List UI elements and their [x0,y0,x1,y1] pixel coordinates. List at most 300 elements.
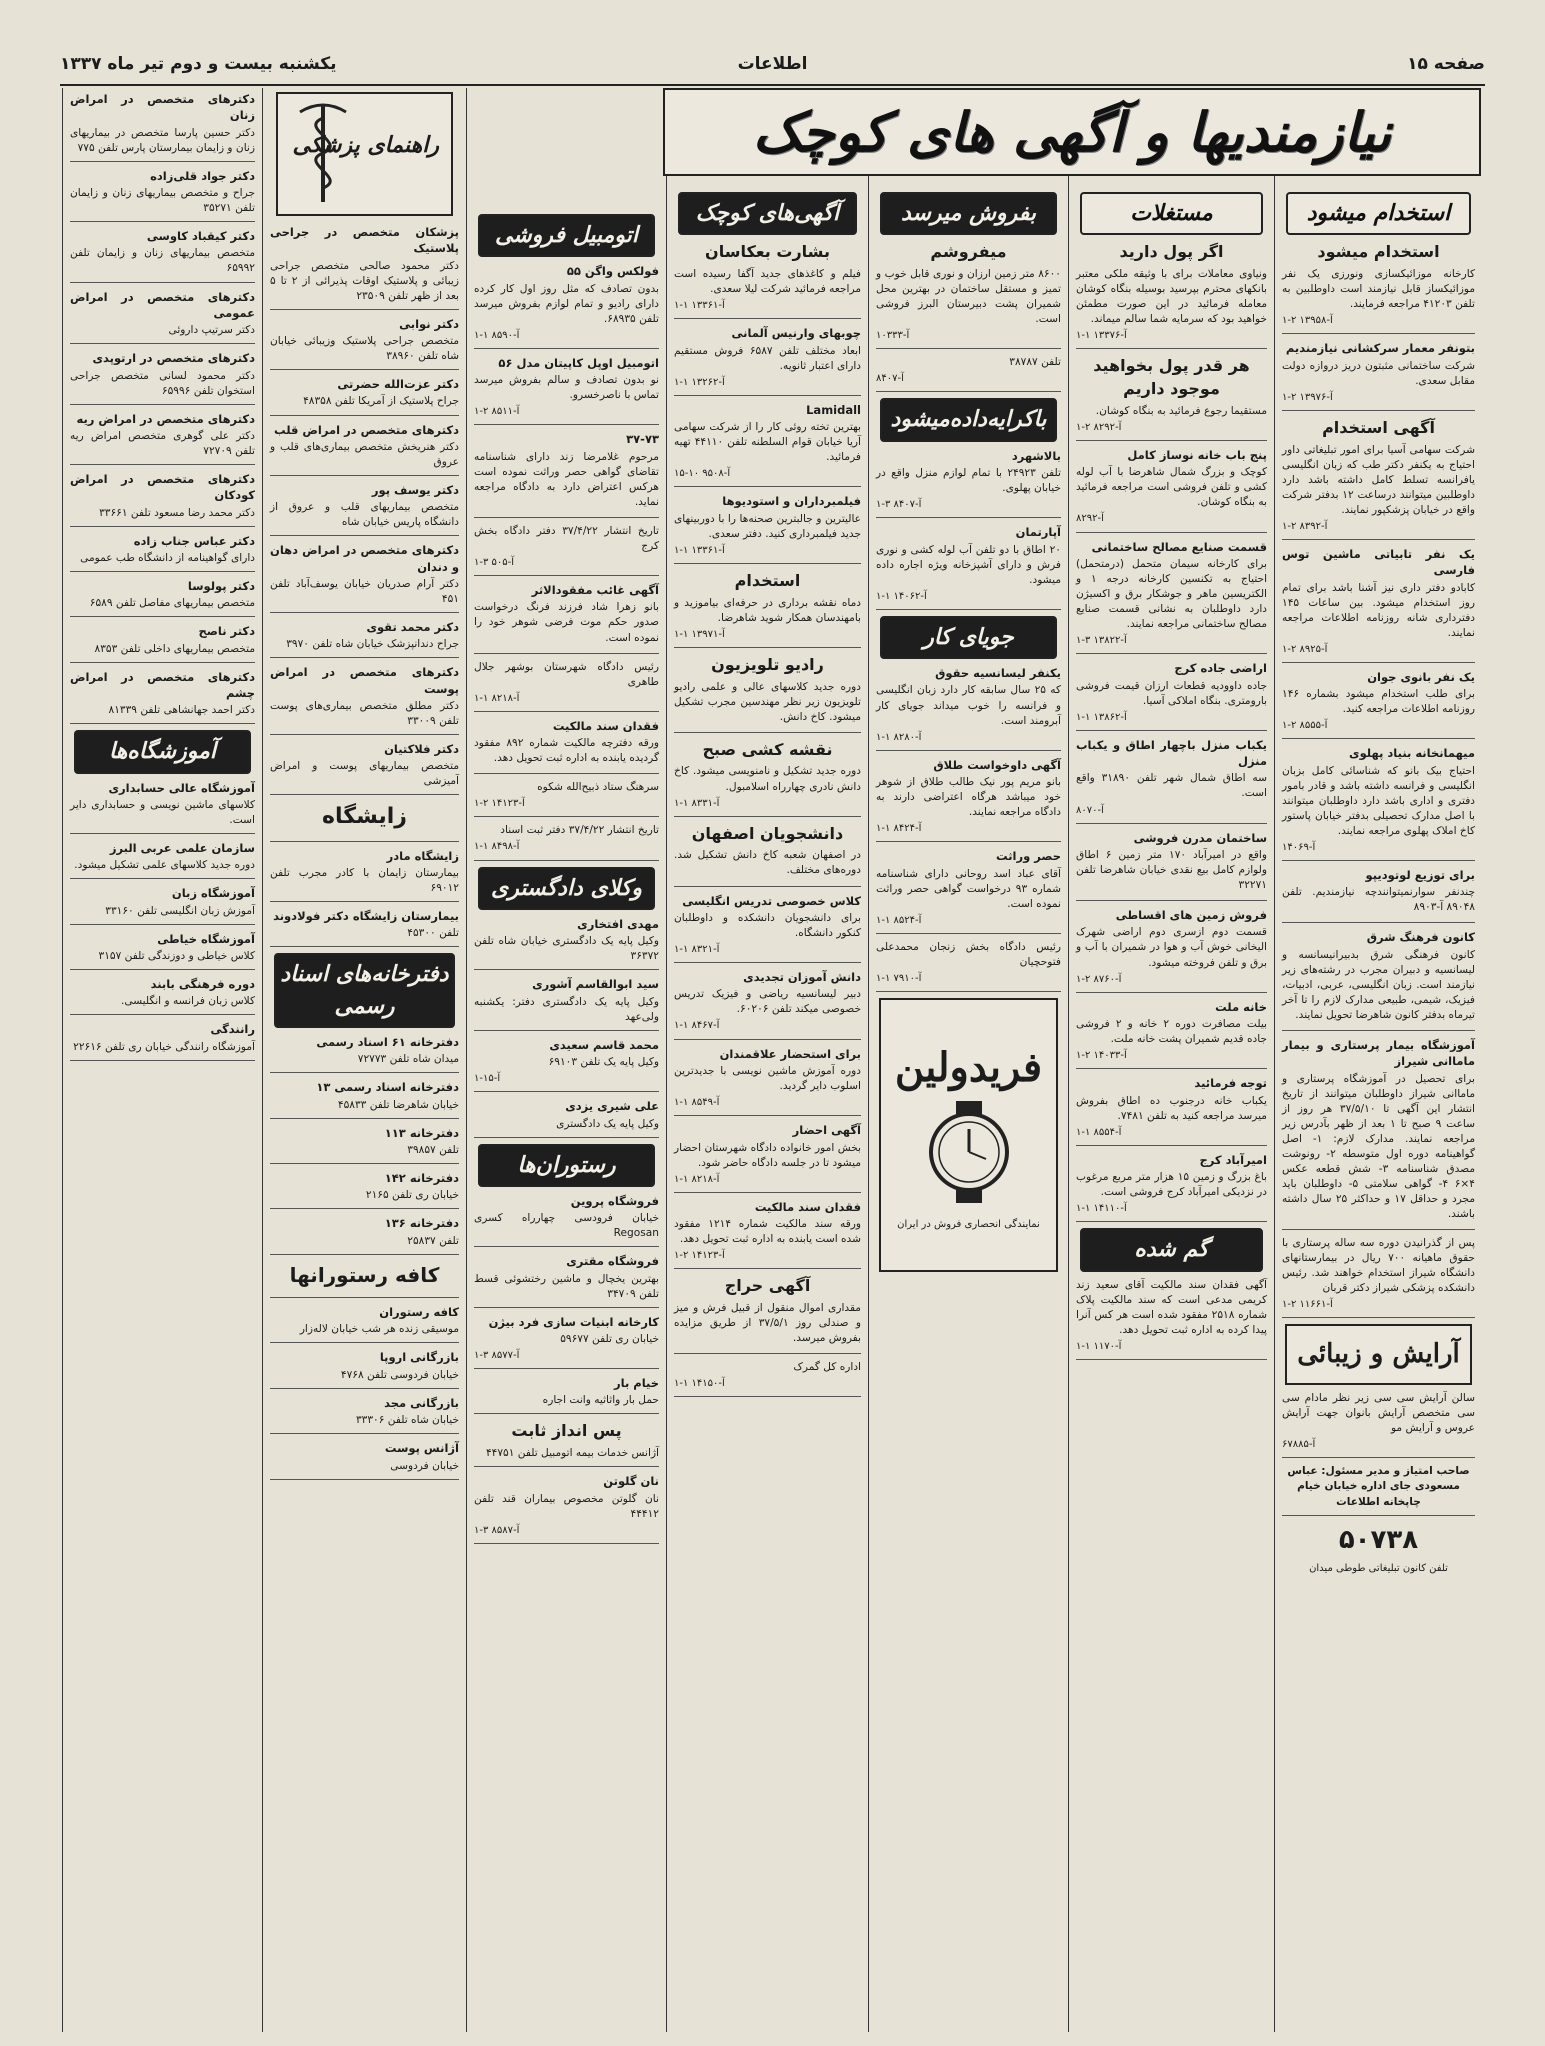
section-badge: رستوران‌ها [478,1144,655,1187]
ad-title: فروشگاه پروین [570,1193,659,1208]
ad-body: نو بدون تصادف و سالم بفروش میرسد تماس با ناصرخسرو. [474,374,659,402]
ad-ref: آ-۸۰۷۰ [1076,804,1104,816]
ad-body: آقای عباد اسد روحانی دارای شناسنامه شماره ۹۳ درخواست گواهی حصر وراثت نموده است. [876,867,1061,910]
ad-body: خیابان فردوسی تلفن ۴۷۶۸ [340,1368,459,1381]
ad-body: تلفن ۲۴۹۲۳ با تمام لوازم منزل واقع در خیابان پهلوی. [876,467,1061,495]
column-2 [1068,88,1274,2032]
ad-ref: آ-۹۵۰۸ ۱۰-۱۵ [674,468,731,480]
ad-item [674,893,861,964]
ad-body: رئیس دادگاه بخش زنجان محمدعلی فتوحچیان [876,940,1061,968]
columns [62,88,1482,2032]
ad-item [1282,546,1475,663]
ad-title: سازمان علمی عربی البرز [109,841,255,856]
ad-title: کارخانه ابنیات سازی فرد بیژن [488,1314,659,1329]
ad-title: چوبهای وارنیس آلمانی [731,326,861,341]
ad-title: آگهی غائب مفقودالاثر [531,583,659,598]
ad-body: دکتر محمود لسانی متخصص جراحی استخوان تلفن ۶۵۹۹۶ [70,369,255,397]
ad-title: ساختمان مدرن فروشی [1133,830,1267,845]
ad-title: بتونفر معمار سرکشانی نیازمندیم [1285,341,1475,356]
ad-body: متخصص جراحی پلاستیک وزیبائی خیابان شاه تلفن ۳۸۹۶۰ [270,335,459,363]
ad-item [270,316,459,370]
ad-ref: آ-۱۳۹۷۶ ۲-۱ [1282,391,1333,403]
ad-item [270,619,459,658]
ad-body: کابادو دفتر داری نیز آشنا باشد برای تمام روز استخدام میشود. بین ساعات ۱۴۵ دفترداری شانه روزنامه اطلاعات مراجعه نمایند. [1282,581,1475,639]
ad-item [1282,340,1475,411]
beauty-title: آرایش و زیبائی [1297,1339,1460,1370]
ad-body: دارای گواهینامه از دانشگاه طب عمومی [80,551,255,564]
ad-body: میدان شاه تلفن ۷۲۷۷۳ [357,1053,459,1066]
ad-body: ۲۰ اطاق با دو تلفن آب لوله کشی و نوری فرش و دارای آشپزخانه ویژه اجاره داده میشود. [876,543,1061,586]
publisher-note: تلفن کانون تبلیغاتی طوطی میدان [1309,1563,1448,1575]
ad-ref: آ-۱۴۱۱۰ ۱-۱ [1076,1203,1127,1215]
ad-body: نان گلوتن مخصوص بیماران قند تلفن ۴۴۴۱۲ [474,1492,659,1520]
ad-item [674,1275,861,1354]
ad-title: کلاس خصوصی تدریس انگلیسی [682,893,861,908]
ad-item [474,1473,659,1544]
ad-ref: آ-۸۲۹۲ [1076,513,1104,525]
ad-item [876,448,1061,519]
ad-body: سالن آرایش سی سی زیر نظر مادام سی سی متخصص آرایش بانوان جهت آرایش عروس و آرایش مو [1282,1392,1475,1435]
ad-body: حمل بار واثاثیه وانت اجاره [542,1394,659,1407]
ad-item [270,376,459,415]
ad-item [70,578,255,617]
ad-title: نقشه کشی صبح [702,739,833,759]
ad-title: دوره فرهنگی بابند [150,977,255,992]
ad-item [70,1021,255,1060]
ad-body: برای تحصیل در آموزشگاه پرستاری و ماماانی شیراز داوطلبان میتوانند از تاریخ انتشار این آگهی تا ۳۷/۵/۱۰ هر روز از ساعت ۹ صبح تا ۱ بعد از ظهر بآدرس زیر مراجعه نمایند. مدارک لازم: ۱- اصل گواهینامه دوره اول متوسطه ۲- رونوشت مصدق شناسنامه ۳- شش قطعه عکس ۴×۶ ۴- گواهی سلامتی ۵- داوطلبان باید مجرد و حداقل ۱۷ و حداکثر ۲۵ سال داشته باشند. [1282,1072,1476,1220]
ad-item [474,355,659,426]
column-6 [262,88,466,2032]
ad-title: آژانس پوست [384,1441,459,1456]
ad-body: بدون تصادف که مثل روز اول کار کرده دارای رادیو و تمام لوازم بفروش میرسد تلفن ۶۸۹۳۵. [474,282,659,325]
ad-body: تلفن ۳۸۷۸۷ [1009,356,1061,369]
ad-title: آموزشگاه خیاطی [157,931,255,946]
ad-title: آموزشگاه عالی حسابداری [108,780,255,795]
ad-title: دکتر کیقباد کاوسی [146,229,255,244]
ad-body: ونیاوی معاملات برای با وثیقه ملکی معتبر بانکهای محترم بپرسید بوسیله بنگاه کوشان معامله فرمائید در این صورت مطمئن خواهید بود که سرمایه شما سالم میماند. [1076,267,1267,326]
ad-ref: آ-۱۴۱۵۰ ۱-۱ [674,1378,725,1390]
watch-icon [894,1097,1044,1207]
ad-ref: آ-۸۵۴۹ ۱-۱ [674,1097,720,1109]
ad-title: دکتر نوابی [399,316,459,331]
issue-date: یکشنبه بیست و دوم تیر ماه ۱۳۳۷ [60,54,337,74]
ad-body: متخصص بیماریهای قلب و عروق از دانشگاه پاریس خیابان شاه [270,501,459,529]
ad-item [1076,1278,1267,1360]
ad-body: آگهی فقدان سند مالکیت آقای سعید زند کریمی مدعی است که سند مالکیت پلاک شماره ۲۵۱۸ مفقود شده است هر کس آنرا پیدا کرده به اداره ثبت تحویل دهد. [1076,1278,1267,1336]
ad-item [674,325,861,396]
ad-item [270,741,459,795]
ad-title: یکباب منزل باچهار اطاق و یکباب منزل [1076,737,1267,769]
ad-title: فقدان سند مالکیت [754,1199,861,1214]
section-title: کافه رستورانها [289,1262,440,1287]
ad-ref: آ-۱۳۳۷۶ ۱-۱ [1076,330,1127,342]
ad-title: دفترخانه ۶۱ اسناد رسمی [316,1034,459,1049]
ad-title: فروش زمین های اقساطی [1115,908,1267,923]
ad-body: خیابان ری تلفن ۲۱۶۵ [365,1189,459,1202]
ad-title: کافه رستوران [379,1305,459,1320]
ad-body: خیابان شاه تلفن ۳۳۳۰۶ [355,1414,459,1427]
ad-title: دکتر فلاکتیان [384,742,459,757]
ad-item [474,660,659,712]
ad-body: متخصص بیماریهای پوست و امراض آمیزشی [270,760,459,788]
ad-item [270,1395,459,1434]
ad-ref: آ-۵۰۵ ۳-۱ [474,556,515,568]
ad-title: خانه ملت [1215,999,1267,1014]
ad-title: دکترهای متخصص در امراض دهان و دندان [270,543,459,574]
ad-ref: آ-۱۳۳۶۱ ۱-۱ [674,300,725,312]
ad-item [1076,355,1267,441]
ad-item [1282,1037,1475,1230]
column-3 [868,88,1068,2032]
ad-body: برای دانشجویان دانشکده و داوطلبان کنکور دانشگاه. [674,911,861,939]
ad-body: اداره کل گمرک [793,1361,861,1374]
ad-body: پس از گذرانیدن دوره سه ساله پرستاری با حقوق ماهیانه ۷۰۰ ریال در بیمارستانهای دانشگاه شیراز استخدام خواهند شد. رئیس دانشکده پزشکی شیراز دکتر قربان [1282,1236,1475,1295]
section-heading [270,801,459,841]
ad-title: اگر پول دارید [1119,242,1224,262]
ad-title: زایشگاه مادر [386,848,459,863]
ad-ref: آ-۸۵۱۱ ۲-۱ [474,406,520,418]
ad-item [70,533,255,572]
ad-title: مهدی افتخاری [577,916,659,931]
ad-ref: آ-۸۵۵۵ ۲-۱ [1282,720,1328,732]
ad-body: کانون فرهنگی شرق بدبیرانیسانسه و لیسانسیه و دبیران مجرب در رشته‌های زیر نیازمند است. زبان انگلیسی، عربی، ادبیات، فیزیک، شیمی، طبیعی مدارک لازم را تا آخر تیرماه بدفتر کانون شاهرضا تحویل نمایند. [1282,948,1475,1021]
ad-body: خیابان ری تلفن ۵۹۶۷۷ [560,1332,659,1345]
ad-body: دکتر آرام صدریان خیابان یوسف‌آباد تلفن ۴۵۱ [270,577,459,605]
ad-ref: آ-۱۵-۱ [474,1073,501,1084]
fridolin-note: نمایندگی انحصاری فروش در ایران [897,1219,1040,1231]
ad-item [270,1170,459,1209]
ad-item [876,241,1061,349]
ad-body: متخصص بیماریهای مفاصل تلفن ۶۵۸۹ [89,597,255,610]
ad-item [270,1304,459,1343]
ad-title: دکترهای متخصص در امراض زنان [70,92,255,123]
ad-title: امیرآباد کرج [1199,1152,1267,1167]
ad-body: جاده داوودیه قطعات ارزان قیمت فروشی بارومتری. بنگاه املاکی آسیا. [1076,679,1267,707]
ad-item [70,411,255,465]
ad-item [70,168,255,222]
column-5 [466,88,666,2032]
ad-title: آموزشگاه بیمار پرستاری و بیمار ماماانی شیراز [1282,1037,1475,1069]
header-rule [60,84,1485,86]
column-4 [666,88,868,2032]
ad-body: دکتر هنریخش متخصص بیماری‌های قلب و عروق [270,440,459,468]
ad-ref: آ-۸۲۱۸ ۱-۱ [474,692,520,704]
ad-item [474,431,659,517]
ad-item [1282,417,1475,540]
ad-body: قسمت دوم ازسری دوم اراضی شهرک الیخانی خوش آب و هوا در شمیران با آب و برق و تلفن فروخته میشود. [1076,926,1267,969]
ad-body: بخش امور خانواده دادگاه شهرستان احضار میشود تا در جلسه دادگاه حاضر شود. [674,1141,861,1169]
ad-item [474,780,659,817]
ad-ref: آ-۱۳۸۶۲ ۱-۱ [1076,711,1127,723]
ad-ref: آ-۱۳۹۵۸ ۲-۱ [1282,315,1333,327]
ad-title: ۳۷-۷۳ [626,432,659,447]
ad-title: دکتر محمد تقوی [366,620,459,634]
ad-item [70,931,255,970]
ad-body: دکتر حسین پارسا متخصص در بیماریهای زنان و زایمان بیمارستان پارس تلفن ۷۷۵ [70,126,255,154]
ad-title: آگهی داوخواست طلاق [933,757,1061,772]
ad-ref: آ-۱۱۶۶۱ ۲-۱ [1282,1299,1333,1311]
ad-body: تاریخ انتشار ۳۷/۴/۲۲ دفتر ثبت اسناد [500,824,659,837]
section-badge: اتومبیل فروشی [478,214,655,257]
ad-title: آپارتمان [1015,525,1061,540]
ad-item [474,1375,659,1414]
ad-item [474,823,659,860]
ad-body: خیابان فرودسی چهارراه کسری Regosan [474,1212,659,1240]
ad-item [674,493,861,564]
ad-title: فقدان سند مالکیت [552,718,659,733]
ad-item [674,739,861,817]
ad-body: جراح پلاستیک از آمریکا تلفن ۴۸۳۵۸ [303,395,459,408]
ad-body: ورقه سند مالکیت شماره ۱۲۱۴ مفقود شده است یابنده به اداره ثبت تحویل دهد. [674,1218,861,1246]
ad-body: تاریخ انتشار ۳۷/۴/۲۲ دفتر دادگاه بخش کرج [474,524,659,552]
ad-body: شرکت ساختمانی مثبتون دریز دروازه دولت مقابل سعدی. [1282,359,1475,387]
ad-item [70,780,255,834]
ad-ref: آ-۸۴۹۸ ۱-۱ [474,841,520,853]
ad-title: دانش آموزان تجدیدی [743,970,861,985]
ad-item [70,840,255,879]
ad-title: سید ابوالقاسم آشوری [532,977,659,992]
ad-body: در اصفهان شعبه کاخ دانش تشکیل شد. دوره‌های مختلف. [674,849,861,877]
lost-badge: گم شده [1080,1228,1263,1271]
section-badge: دفترخانه‌های اسناد رسمی [274,953,455,1027]
ad-body: آموزش زبان انگلیسی تلفن ۳۳۱۶۰ [105,904,255,917]
ad-ref: آ-۱۳۳۶۱ ۱-۱ [674,544,725,556]
ad-item [674,654,861,733]
ad-item [674,241,861,319]
ad-title: پزشکان متخصص در جراحی پلاستیک [270,225,459,256]
ad-item [270,422,459,476]
ad-body: ورقه دفترچه مالکیت شماره ۸۹۲ مفقود گردیده یابنده به اداره ثبت تحویل دهد. [474,737,659,765]
ad-title: اراضی جاده کرج [1174,661,1267,676]
ad-body: عالیترین و جالبترین صحنه‌ها را با دوربینهای جدید فیلمبرداری کنید. دفتر سعدی. [674,512,861,540]
ad-body: متخصص بیماریهای داخلی تلفن ۸۳۵۳ [94,642,255,655]
section-badge: جویای کار [880,616,1057,659]
ad-item [674,1046,861,1117]
ad-title: حصر وراثت [996,849,1061,864]
ad-ref: آ-۱۴۰۶۲ ۱-۱ [876,590,927,602]
ad-item [270,1079,459,1118]
ad-title: فروشگاه مقتری [566,1254,659,1269]
ad-ref: آ-۸۴۶۷ ۱-۱ [674,1020,720,1032]
ad-title: بالاشهرد [1011,448,1061,463]
ad-title: فیلمبرداران و استودیوها [722,494,861,509]
ad-item [270,1215,459,1254]
ad-ref: آ-۱۱۷۰ ۱-۱ [1076,1340,1122,1352]
ad-item [1076,539,1267,655]
ad-title: دکترهای متخصص در امراض کودکان [70,471,255,503]
ad-item [876,524,1061,610]
ad-title: رانندگی [210,1022,255,1037]
ad-item [474,1253,659,1307]
ad-item [474,1037,659,1093]
ad-item [1076,907,1267,993]
section-title: زایشگاه [322,804,407,830]
ad-item [474,1420,659,1467]
ad-title: Lamidall [806,402,861,417]
ad-title: دکتر جواد قلی‌زاده [150,168,255,183]
ad-item [674,1199,861,1270]
ad-title: پنج باب خانه نوساز کامل [1127,447,1267,462]
ad-title: یک نفر تابیاتی ماشین توس فارسی [1282,546,1475,578]
ads-list [1282,241,1475,1318]
ad-ref: آ-۸۴۰۷ [876,373,904,385]
ad-title: برای استحضار علاقمندان [719,1046,861,1061]
ad-item [674,402,861,488]
ad-ref: آ-۸۳۳۱ ۱-۱ [674,797,720,809]
section-badge: باکرایه‌داده‌میشود [880,398,1057,441]
ad-item [1282,669,1475,740]
ad-ref: آ-۱۳۸۲۲ ۳-۱ [1076,635,1127,647]
ad-title: بازرگانی اروپا [379,1350,459,1365]
ad-body: دکتر مطلق متخصص بیماری‌های پوست تلفن ۳۳۰۰۹ [270,700,459,728]
ad-body: شرکت سهامی آسیا برای امور تبلیغاتی داور احتیاج به یکنفر دکتر طب که زبان انگلیسی یافرانسه تسلط کامل داشته باشد دارد داوطلبین میتوانند درساعت ۱۲ بدفتر شرکت واقع در خیابان پزشکپور نمایند. [1282,443,1475,516]
ad-title: دکترهای متخصص در امراض عمومی [70,289,255,320]
ad-ref: آ-۸۳۹۲ ۲-۱ [1282,520,1328,532]
page-number: صفحه ۱۵ [1407,54,1485,74]
ad-body: واقع در امیرآباد ۱۷۰ متر زمین ۶ اطاق ولوازم کامل بیع نقدی خیابان شاهرضا تلفن ۳۲۲۷۱ [1076,849,1267,892]
ad-title: فولکس واگن ۵۵ [566,264,659,279]
ad-ref: آ-۸۳۲۱ ۱-۱ [674,943,720,955]
ad-item [70,289,255,345]
ad-body: وکیل پایه یک تلفن ۶۹۱۰۳ [548,1055,659,1068]
ad-item [270,1034,459,1073]
ad-body: کلاس زبان فرانسه و انگلیسی. [121,995,255,1008]
ad-title: یک نفر بانوی جوان [1367,669,1475,684]
ad-body: برای کارخانه سیمان متحمل (درمتحمل) احتیاج به تکنسین کارخانه درجه ۱ و الکتریسین ماهر و جوشکار برق و اکسیژن دارد داوطلبان به نشانی قسمت صنایع مصالح ساختمانی مراجعه نمایند. [1076,557,1268,630]
ad-body: برای طلب استخدام میشود بشماره ۱۴۶ روزنامه اطلاعات مراجعه کنید. [1282,688,1475,716]
ad-item [270,542,459,613]
ad-item [876,940,1061,992]
ad-body: تلفن ۲۵۸۳۷ [407,1234,459,1247]
ad-body: که ۲۵ سال سابقه کار دارد زبان انگلیسی و فرانسه را خوب میداند جویای کار آبرومند است. [876,684,1062,727]
ad-title: میفروشم [930,242,1007,262]
ad-ref: آ-۸۵۹۰ ۱-۱ [474,329,520,341]
ad-body: وکیل پایه یک دادگستری دفتر: یکشنبه ولی‌عهد [474,995,659,1023]
ad-item [1282,867,1475,923]
ad-item [1076,1152,1267,1223]
ad-title: دکتر عباس جناب زاده [133,533,255,548]
ad-title: دفترخانه ۱۳۶ [384,1216,459,1231]
ad-body: بیلت مصافرت دوره ۲ خانه و ۲ فروشی جاده قدیم شمیران پشت خانه ملت. [1076,1018,1267,1046]
ad-body: بانو زهرا شاد فرزند فرنگ درخواست صدور حکم موت فرضی شوهر خود را نموده است. [474,601,659,644]
ad-title: اتومبیل اوپل کاپیتان مدل ۵۶ [498,355,659,370]
publisher-text: صاحب امتیاز و مدیر مسئول: عباس مسعودی جای اداره خیابان خیام چاپخانه اطلاعات [1287,1465,1470,1508]
ad-title: برای توزیع لوتودیپو [1365,868,1475,883]
ad-item [876,757,1061,843]
section-badge: مستغلات [1080,192,1263,235]
ad-body: احتیاج بیک بانو که شناسائی کامل بزبان انگلیسی و فرانسه داشته باشد و قادر بامور دفتری و اداری باشد دارد داوطلبان میتوانند با اصل مدارک تحصیلی بدفتر خیابان پاستور کاخ املاک پهلوی مراجعه نمایند. [1282,764,1475,837]
ad-body: دبیر لیسانسیه ریاضی و فیزیک تدریس خصوصی میکند تلفن ۶۰۲۰۶. [674,988,861,1016]
ad-ref: آ-۷۹۱۰ ۱-۱ [876,973,922,985]
ad-item [70,976,255,1015]
ad-ref: آ-۸۵۷۷ ۳-۱ [474,1349,520,1361]
ad-title: بشارت بعکاسان [705,242,830,262]
section-badge: استخدام میشود [1286,192,1471,235]
ad-item [70,91,255,162]
ad-body: آژانس خدمات بیمه اتومبیل تلفن ۴۴۷۵۱ [485,1447,659,1460]
ad-title: بازرگانی مجد [384,1395,459,1410]
ad-item [474,1098,659,1137]
ad-item [1282,1236,1475,1318]
ad-body: جراح و متخصص بیماریهای زنان و زایمان تلفن ۳۵۲۷۱ [70,187,255,215]
ad-body: دوره آموزش ماشین نویسی با جدیدترین اسلوب دایر گردید. [674,1064,861,1093]
ad-body: تلفن ۴۵۳۰۰ [407,927,459,940]
ad-ref: آ-۸۹۲۵ ۲-۱ [1282,643,1328,655]
ad-ref: آ-۱۴۱۲۳ ۲-۱ [674,1250,725,1262]
ad-body: بانو مریم پور نیک طالب طلاق از شوهر خود میباشد هرگاه اعتراضی دارند به دادگاه مراجعه نمایند. [876,776,1061,819]
medical-guide-logo [276,92,453,216]
ad-ref: آ-۸۲۹۲ ۲-۱ [1076,421,1122,433]
page-header [60,48,1485,82]
ad-title: بیمارستان زایشگاه دکتر فولادوند [273,909,459,924]
column-7 [62,88,262,2032]
fridolin-title: فریدولین [894,1044,1043,1092]
ad-title: قسمت صنایع مصالح ساختمانی [1091,539,1267,554]
ad-item [474,976,659,1030]
ad-item [474,582,659,653]
ad-title: دفترخانه ۱۱۳ [384,1125,459,1140]
ad-body: باغ بزرگ و زمین ۱۵ هزار متر مربع مرغوب در نزدیکی امیرآباد کرج فروشی است. [1076,1171,1267,1199]
beauty-box [1285,1324,1472,1385]
ad-title: علی شیری یزدی [565,1099,659,1114]
ad-item [474,524,659,576]
medical-guide-title: راهنمای پزشکی [292,132,439,158]
ad-ref: آ-۱۴۰۶۹ [1282,841,1316,853]
ad-item [1282,1391,1475,1458]
ad-ref: آ-۱۴۰۳۳ ۲-۱ [1076,1050,1127,1062]
ad-body: ۸۶۰۰ متر زمین ارزان و نوری قابل خوب و تمیز و مستقل ساختمان در بهترین محل شمیران پشت دبیرستان البرز فروشی است. [876,267,1061,326]
ad-title: دکترهای متخصص در امراض ریه [76,411,255,426]
ad-title: پس انداز ثابت [511,1421,622,1441]
ad-title: هر قدر پول بخواهید موجود داریم [1093,356,1250,398]
ad-item [1076,1075,1267,1146]
ad-body: فیلم و کاغذهای جدید آگفا رسیده است مراجعه فرمائید شرکت لیلا سعدی. [674,267,861,295]
section-badge: آموزشگاه‌ها [74,730,251,773]
ad-title: خیام بار [614,1376,659,1391]
ad-item [674,823,861,887]
publisher-phone: ۵۰۷۳۸ [1338,1524,1419,1555]
ad-item [70,669,255,725]
ad-body: دوره جدید کلاسهای علمی تشکیل میشود. [74,859,255,872]
ad-body: خیابان فردوسی [390,1459,459,1472]
ad-title: دکترهای متخصص در امراض پوست [270,665,459,696]
ad-body: جراح دندانپزشک خیابان شاه تلفن ۳۹۷۰ [286,638,459,651]
ad-item [70,228,255,282]
ad-item [70,623,255,662]
ad-item [674,570,861,648]
ad-body: کارخانه موزائیکسازی ونورزی یک نفر موزائیکساز قابل نیازمند است داوطلبین به تلفن ۴۱۲۰۳ مراجعه فرمایند. [1282,267,1475,311]
ad-ref: آ-۶۷۸۸۵ [1282,1439,1316,1451]
ad-item [1076,737,1267,824]
ad-item [1076,660,1267,731]
ad-ref: آ-۱۰۳۳۳ [876,330,910,342]
ad-item [1076,999,1267,1070]
ad-ref: آ-۱۳۹۷۱ ۱-۱ [674,628,725,640]
ad-item [70,350,255,404]
ad-title: نان گلوتن [603,1474,659,1489]
ad-body: مستقیما رجوع فرمائید به بنگاه کوشان. [1095,404,1267,417]
section-badge: آگهی‌های کوچک [678,192,857,235]
ad-body: دکتر علی گوهری متخصص امراض ریه تلفن ۷۲۷۰۹ [70,429,255,457]
ad-item [876,665,1061,751]
ad-body: دوره جدید کلاسهای عالی و علمی رادیو تلویزیون زیر نظر مهندسین مجرب تشکیل میشود. کاخ دانش. [674,680,861,723]
ad-item [70,885,255,924]
ad-title: یکنفر لیسانسیه حقوق [935,666,1061,681]
ad-item [70,471,255,527]
ad-title: آگهی حراج [724,1276,811,1296]
ad-body: دکتر محمد رضا مسعود تلفن ۳۳۶۶۱ [99,506,255,519]
ad-title: آگهی استخدام [1322,417,1435,437]
